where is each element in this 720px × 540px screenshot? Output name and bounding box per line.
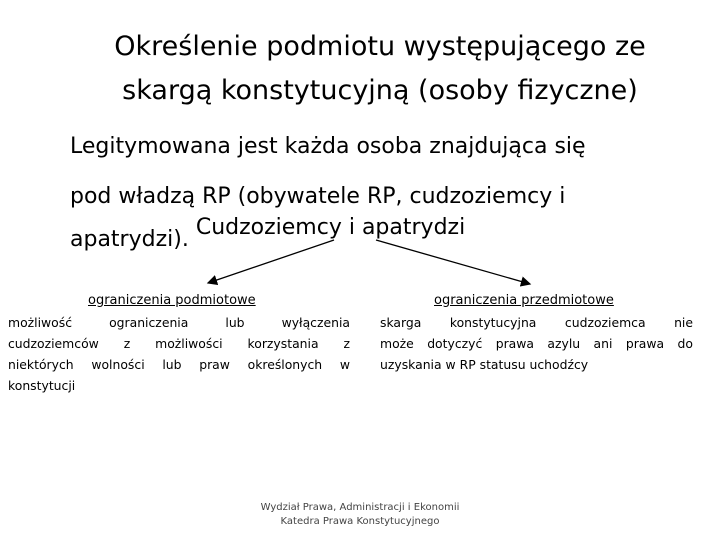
right-branch-line-3: uzyskania w RP statusu uchodźcy	[380, 357, 589, 372]
left-branch-line-1: możliwość ograniczenia lub wyłączenia	[8, 315, 350, 330]
body-line-1: Legitymowana jest każda osoba znajdująca się	[70, 134, 586, 159]
body-line-3-part-1: apatrydzi).	[70, 227, 189, 252]
footer-faculty: Wydział Prawa, Administracji i Ekonomii	[260, 502, 460, 513]
arrow-to-right-branch	[376, 240, 530, 284]
left-branch-line-2: cudzoziemców z możliwości korzystania z	[8, 336, 350, 351]
cudzoziemcy-i-apatrydzi-label: Cudzoziemcy i apatrydzi	[195, 215, 466, 240]
left-branch-heading: ograniczenia podmiotowe	[88, 293, 256, 308]
left-branch-line-4: konstytucji	[8, 378, 76, 393]
slide-title-line-1: Określenie podmiotu występującego ze	[114, 31, 646, 62]
right-branch-line-1: skarga konstytucyjna cudzoziemca nie	[380, 315, 693, 330]
body-line-2: pod władzą RP (obywatele RP, cudzoziemcy i	[70, 184, 566, 209]
slide-title-line-2: skargą konstytucyjną (osoby fizyczne)	[122, 75, 638, 106]
arrow-to-left-branch	[208, 240, 334, 283]
right-branch-line-2: może dotyczyć prawa azylu ani prawa do	[380, 336, 693, 351]
left-branch-line-3: niektórych wolności lub praw określonych w	[8, 357, 350, 372]
footer-department: Katedra Prawa Konstytucyjnego	[280, 516, 440, 527]
right-branch-heading: ograniczenia przedmiotowe	[434, 293, 614, 308]
